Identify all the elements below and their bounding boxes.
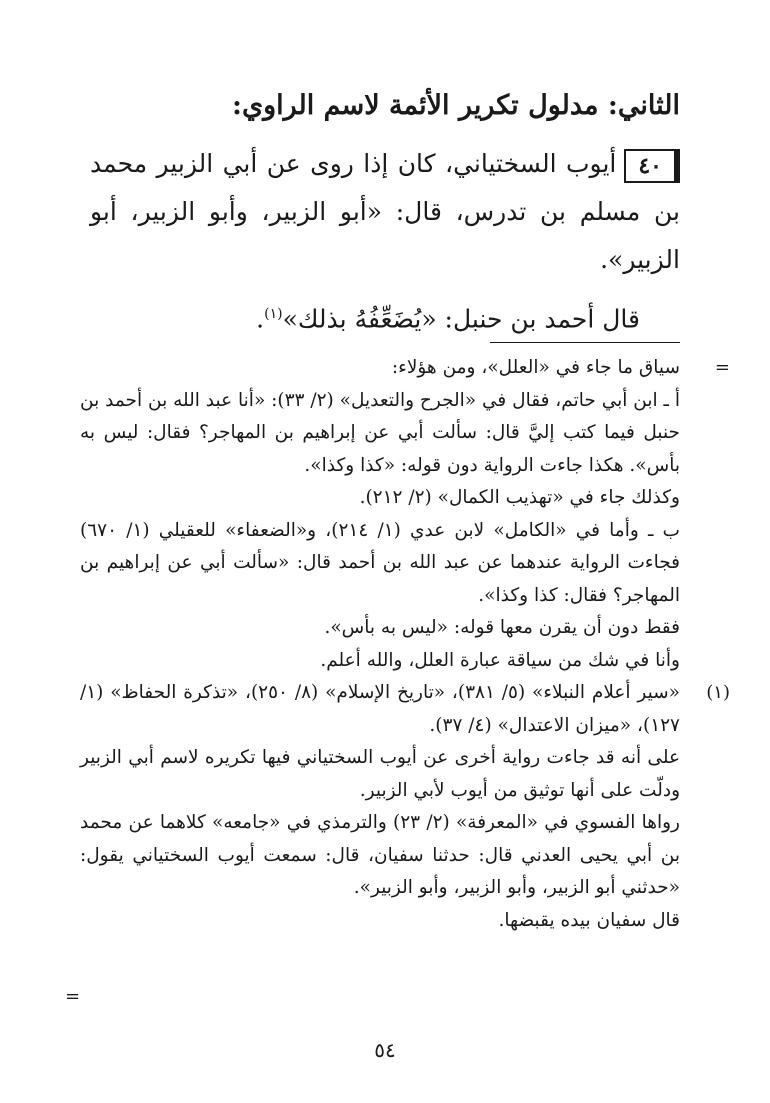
continuation-mark-right: =: [714, 357, 730, 378]
footnote-1: [80, 677, 730, 937]
entry-number-box: ٤٠: [624, 149, 680, 183]
note-line: وأنا في شك من سياقة عبارة العلل، والله أعلم.: [320, 649, 680, 671]
main-text: [90, 140, 680, 343]
quote-paragraph: [90, 290, 680, 343]
continued-note: [80, 352, 730, 677]
note-line: فقط دون أن يقرن معها قوله: «ليس به بأس».: [324, 617, 680, 638]
footnotes: [80, 352, 730, 937]
continuation-mark-left: =: [65, 986, 81, 1007]
footnote-ref: (١): [264, 306, 283, 322]
footnote-1-text: «سير أعلام النبلاء» (٥/ ٣٨١)، «تاريخ الإسلام» (٨/ ٢٥٠)، «تذكرة الحفاظ» (١/ ١٢٧)، «ميزان الاعتدال» (٤/ ٣٧).: [80, 682, 681, 736]
entry-paragraph: [90, 140, 680, 284]
page-number: ٥٤: [374, 1038, 396, 1062]
quote-text: قال أحمد بن حنبل: «يُضَعِّفُهُ بذلك»: [282, 304, 640, 334]
footnote-divider: [490, 342, 680, 343]
note-line: وكذلك جاء في «تهذيب الكمال» (٢/ ٢١٢).: [359, 487, 680, 508]
note-line: على أنه قد جاءت رواية أخرى عن أيوب السختياني فيها تكريره لاسم أبي الزبير ودلّت على أنها توثيق من أيوب لأبي الزبير.: [80, 747, 680, 801]
footnote-1-label: (١): [706, 682, 730, 703]
note-line: أ ـ ابن أبي حاتم، فقال في «الجرح والتعديل» (٢/ ٣٣): «أنا عبد الله بن أحمد بن حنبل فيما كتب إليَّ قال: سألت أبي عن إبراهيم بن المهاجر؟ فقال: ليس به بأس». هكذا جاءت الرواية دون قوله: «كذا وكذا».: [80, 389, 680, 476]
section-heading: الثاني: مدلول تكرير الأئمة لاسم الراوي:: [231, 90, 680, 121]
note-line: ب ـ وأما في «الكامل» لابن عدي (١/ ٢١٤)، و«الضعفاء» للعقيلي (١/ ٦٧٠) فجاءت الرواية عندهما عن عبد الله بن أحمد قال: «سألت أبي عن إبراهيم بن المهاجر؟ فقال: كذا وكذا».: [80, 519, 680, 606]
note-line: قال سفيان بيده يقبضها.: [498, 909, 680, 931]
quote-end: .: [256, 304, 265, 334]
note-line: رواها الفسوي في «المعرفة» (٢/ ٢٣) والترمذي في «جامعه» كلاهما عن محمد بن أبي يحيى العدني قال: حدثنا سفيان، قال: سمعت أيوب السختياني يقول: «حدثني أبو الزبير، وأبو الزبير، وأبو الزبير».: [80, 812, 680, 898]
entry-text: أيوب السختياني، كان إذا روى عن أبي الزبير محمد بن مسلم بن تدرس، قال: «أبو الزبير، وأبو الزبير، أبو الزبير».: [90, 149, 680, 274]
note-line: سياق ما جاء في «العلل»، ومن هؤلاء:: [391, 357, 680, 378]
